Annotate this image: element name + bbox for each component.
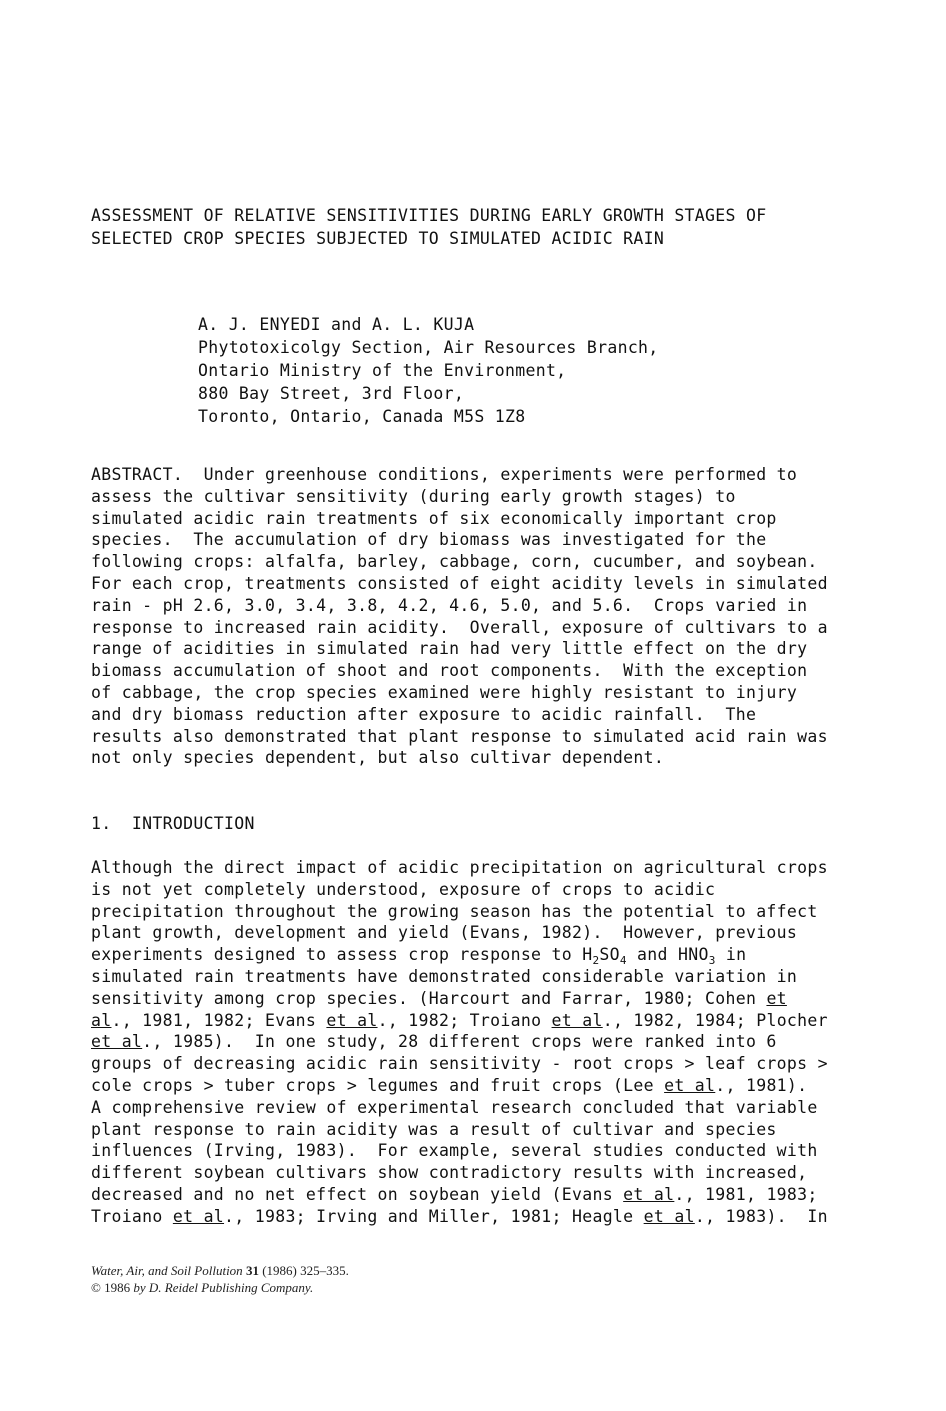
intro-line: Although the direct impact of acidic precipitation on agricultural crops xyxy=(91,858,828,877)
intro-line: different soybean cultivars show contradictory results with increased, xyxy=(91,1163,808,1183)
title-line-2: SELECTED CROP SPECIES SUBJECTED TO SIMULATED ACIDIC RAIN xyxy=(91,229,665,248)
abstract-line: species. The accumulation of dry biomass was investigated for the xyxy=(91,530,767,550)
intro-line: A comprehensive review of experimental research concluded that variable xyxy=(91,1097,818,1117)
abstract-line: biomass accumulation of shoot and root components. With the exception xyxy=(91,661,808,681)
journal-name: Water, Air, and Soil Pollution xyxy=(91,1263,243,1278)
citation-et-al: et al xyxy=(172,1206,225,1226)
intro-text: and HNO xyxy=(626,945,709,965)
intro-text: ., 1981, 1983; xyxy=(674,1184,818,1204)
intro-text: ., 1982, 1984; Plocher xyxy=(602,1010,828,1030)
title-line-1: ASSESSMENT OF RELATIVE SENSITIVITIES DURING EARLY GROWTH STAGES OF xyxy=(91,206,767,225)
intro-line: cole crops > tuber crops > legumes and fruit crops (Lee xyxy=(91,1075,665,1095)
citation-et-al: et al xyxy=(551,1010,603,1030)
affiliation-line-2: Ontario Ministry of the Environment, xyxy=(198,361,567,380)
citation-line xyxy=(91,1262,349,1279)
abstract-line: simulated acidic rain treatments of six economically important crop xyxy=(91,508,777,528)
issue-pages: (1986) 325–335. xyxy=(258,1263,349,1278)
intro-text: ., 1982; Troiano xyxy=(377,1010,552,1030)
intro-line: decreased and no net effect on soybean yield (Evans xyxy=(91,1184,624,1204)
publisher-name: by D. Reidel Publishing Company. xyxy=(133,1280,314,1295)
intro-line: sensitivity among crop species. (Harcourt and Farrar, 1980; Cohen xyxy=(91,988,767,1008)
abstract xyxy=(91,464,861,769)
abstract-line: and dry biomass reduction after exposure to acidic rainfall. The xyxy=(91,704,757,724)
intro-line: is not yet completely understood, exposure of crops to acidic xyxy=(91,879,716,899)
abstract-line: not only species dependent, but also cultivar dependent. xyxy=(91,748,665,768)
copyright-line xyxy=(91,1279,349,1296)
citation-et-al: et al xyxy=(91,1032,143,1052)
intro-text: ., 1981). xyxy=(715,1075,808,1095)
citation-al: al xyxy=(91,1010,112,1030)
abstract-line: ABSTRACT. Under greenhouse conditions, experiments were performed to xyxy=(91,465,798,484)
intro-text: in xyxy=(715,945,747,965)
intro-text: ., 1983). In xyxy=(694,1206,828,1226)
intro-text: ., 1985). In one study, 28 different crops were ranked into 6 xyxy=(142,1032,777,1052)
intro-line: plant growth, development and yield (Evans, 1982). However, previous xyxy=(91,923,798,943)
citation-et-al: et al xyxy=(664,1075,716,1095)
address-line-2: Toronto, Ontario, Canada M5S 1Z8 xyxy=(198,407,526,426)
abstract-line: following crops: alfalfa, barley, cabbage, corn, cucumber, and soybean. xyxy=(91,552,818,572)
abstract-line: response to increased rain acidity. Overall, exposure of cultivars to a xyxy=(91,617,828,637)
intro-line: influences (Irving, 1983). For example, several studies conducted with xyxy=(91,1141,818,1161)
affiliation-line-1: Phytotoxicolgy Section, Air Resources Branch, xyxy=(198,338,659,357)
section-heading-introduction: 1. INTRODUCTION xyxy=(91,814,255,833)
copyright-symbol: © xyxy=(91,1280,101,1295)
citation-et-al: et al xyxy=(326,1010,378,1030)
intro-text: SO xyxy=(599,945,620,965)
abstract-line: of cabbage, the crop species examined were highly resistant to injury xyxy=(91,682,798,702)
author-names: A. J. ENYEDI and A. L. KUJA xyxy=(198,315,475,334)
intro-line: plant response to rain acidity was a result of cultivar and species xyxy=(91,1119,777,1139)
intro-line: experiments designed to assess crop response to H xyxy=(91,945,593,965)
citation-et-al: et al xyxy=(623,1184,675,1204)
abstract-line: range of acidities in simulated rain had very little effect on the dry xyxy=(91,639,808,659)
citation-et-al: et al xyxy=(643,1206,695,1226)
subscript: 4 xyxy=(619,954,627,968)
subscript: 3 xyxy=(708,954,716,968)
abstract-line: results also demonstrated that plant response to simulated acid rain was xyxy=(91,726,828,746)
journal-footer xyxy=(91,1262,349,1296)
abstract-line: rain - pH 2.6, 3.0, 3.4, 3.8, 4.2, 4.6, 5.0, and 5.6. Crops varied in xyxy=(91,595,808,615)
abstract-line: For each crop, treatments consisted of eight acidity levels in simulated xyxy=(91,573,828,593)
intro-text: ., 1981, 1982; Evans xyxy=(111,1010,327,1030)
author-block xyxy=(198,313,659,428)
citation-et: et xyxy=(766,988,787,1008)
intro-line: Troiano xyxy=(91,1206,173,1226)
volume-number: 31 xyxy=(245,1263,259,1278)
subscript: 2 xyxy=(592,954,600,968)
introduction-body xyxy=(91,857,861,1228)
intro-line: precipitation throughout the growing season has the potential to affect xyxy=(91,901,818,921)
abstract-line: assess the cultivar sensitivity (during early growth stages) to xyxy=(91,486,736,506)
intro-line: groups of decreasing acidic rain sensitivity - root crops > leaf crops > xyxy=(91,1054,828,1074)
paper-title xyxy=(91,204,766,250)
intro-text: ., 1983; Irving and Miller, 1981; Heagle xyxy=(224,1206,644,1226)
intro-line: simulated rain treatments have demonstrated considerable variation in xyxy=(91,966,798,986)
copyright-year: 1986 xyxy=(100,1280,134,1295)
address-line-1: 880 Bay Street, 3rd Floor, xyxy=(198,384,465,403)
